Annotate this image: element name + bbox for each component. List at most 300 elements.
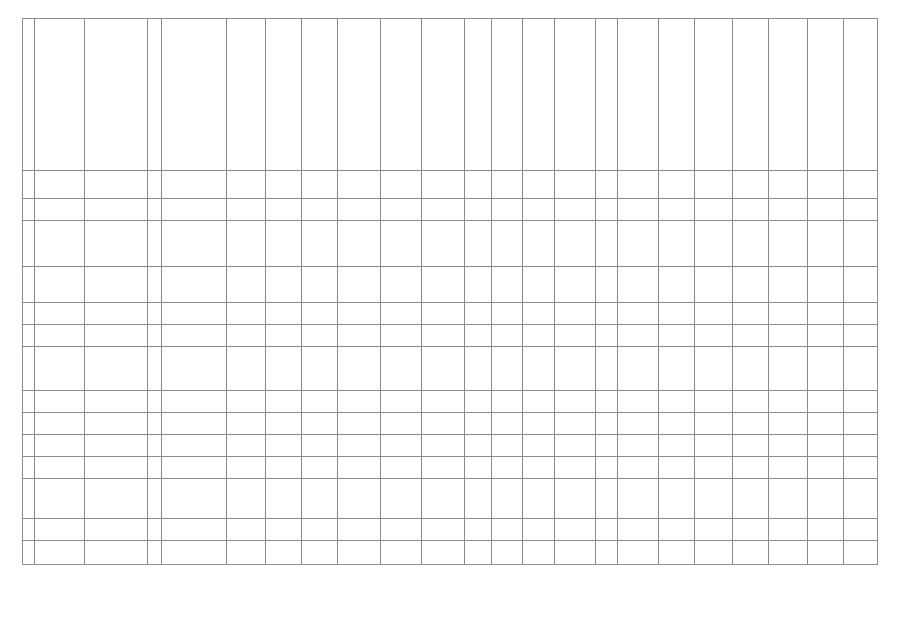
table-cell — [807, 221, 843, 267]
table-cell — [694, 221, 732, 267]
table-cell — [35, 267, 85, 303]
table-cell — [523, 435, 555, 457]
table-cell — [843, 413, 877, 435]
table-cell — [23, 19, 35, 171]
table-cell — [523, 347, 555, 391]
table-cell — [769, 541, 807, 565]
table-cell — [733, 413, 769, 435]
table-cell — [23, 171, 35, 199]
table-cell — [464, 303, 491, 325]
table-cell — [769, 347, 807, 391]
table-cell — [694, 519, 732, 541]
table-cell — [807, 325, 843, 347]
table-cell — [161, 479, 227, 519]
table-cell — [491, 541, 523, 565]
table-cell — [733, 435, 769, 457]
table-row — [23, 171, 878, 199]
table-cell — [338, 199, 381, 221]
table-cell — [618, 303, 659, 325]
table-cell — [23, 541, 35, 565]
table-cell — [23, 479, 35, 519]
table-cell — [464, 19, 491, 171]
table-cell — [338, 221, 381, 267]
table-cell — [85, 267, 148, 303]
table-cell — [595, 457, 618, 479]
table-cell — [523, 19, 555, 171]
table-cell — [380, 347, 421, 391]
data-table — [22, 18, 878, 565]
table-cell — [554, 199, 595, 221]
table-cell — [85, 199, 148, 221]
table-cell — [769, 325, 807, 347]
table-cell — [491, 199, 523, 221]
table-cell — [421, 391, 464, 413]
table-cell — [265, 19, 301, 171]
table-cell — [769, 199, 807, 221]
table-row — [23, 519, 878, 541]
table-cell — [554, 391, 595, 413]
table-cell — [694, 457, 732, 479]
table-cell — [227, 479, 265, 519]
table-cell — [618, 347, 659, 391]
table-cell — [148, 303, 162, 325]
table-cell — [523, 457, 555, 479]
table-cell — [843, 325, 877, 347]
table-cell — [523, 479, 555, 519]
table-cell — [464, 325, 491, 347]
table-cell — [595, 413, 618, 435]
table-cell — [769, 19, 807, 171]
table-cell — [338, 541, 381, 565]
table-cell — [658, 391, 694, 413]
table-cell — [227, 171, 265, 199]
table-cell — [807, 303, 843, 325]
table-cell — [658, 19, 694, 171]
table-cell — [265, 457, 301, 479]
table-cell — [618, 171, 659, 199]
table-cell — [85, 413, 148, 435]
table-row — [23, 267, 878, 303]
table-cell — [85, 479, 148, 519]
table-cell — [35, 221, 85, 267]
table-cell — [554, 347, 595, 391]
table-cell — [769, 221, 807, 267]
table-cell — [658, 267, 694, 303]
table-cell — [464, 391, 491, 413]
table-cell — [769, 171, 807, 199]
table-cell — [733, 519, 769, 541]
table-cell — [694, 435, 732, 457]
table-cell — [491, 479, 523, 519]
table-cell — [301, 391, 337, 413]
table-cell — [23, 435, 35, 457]
table-cell — [227, 347, 265, 391]
table-cell — [769, 267, 807, 303]
table-cell — [265, 221, 301, 267]
table-cell — [464, 267, 491, 303]
table-cell — [161, 519, 227, 541]
table-cell — [148, 519, 162, 541]
table-cell — [658, 221, 694, 267]
table-cell — [338, 457, 381, 479]
table-cell — [694, 171, 732, 199]
table-row — [23, 413, 878, 435]
table-cell — [843, 391, 877, 413]
table-cell — [464, 347, 491, 391]
table-cell — [380, 171, 421, 199]
table-cell — [227, 303, 265, 325]
table-cell — [35, 479, 85, 519]
table-cell — [491, 413, 523, 435]
table-cell — [464, 519, 491, 541]
table-cell — [554, 325, 595, 347]
table-cell — [843, 303, 877, 325]
table-cell — [148, 267, 162, 303]
table-cell — [380, 391, 421, 413]
table-cell — [148, 541, 162, 565]
table-cell — [523, 391, 555, 413]
table-cell — [491, 267, 523, 303]
table-cell — [380, 19, 421, 171]
table-cell — [148, 479, 162, 519]
table-cell — [421, 435, 464, 457]
table-cell — [23, 347, 35, 391]
table-cell — [265, 479, 301, 519]
table-cell — [421, 325, 464, 347]
table-cell — [85, 541, 148, 565]
table-cell — [301, 199, 337, 221]
table-cell — [807, 347, 843, 391]
table-cell — [421, 413, 464, 435]
table-cell — [595, 347, 618, 391]
table-cell — [265, 519, 301, 541]
table-cell — [618, 435, 659, 457]
table-cell — [301, 19, 337, 171]
table-cell — [85, 325, 148, 347]
table-cell — [35, 457, 85, 479]
table-cell — [380, 413, 421, 435]
table-cell — [338, 479, 381, 519]
table-cell — [658, 347, 694, 391]
table-cell — [35, 199, 85, 221]
table-cell — [338, 413, 381, 435]
table-cell — [161, 413, 227, 435]
table-cell — [523, 325, 555, 347]
table-cell — [843, 221, 877, 267]
table-cell — [85, 519, 148, 541]
table-row — [23, 391, 878, 413]
table-cell — [265, 541, 301, 565]
table-cell — [843, 457, 877, 479]
table-row — [23, 479, 878, 519]
table-cell — [464, 171, 491, 199]
table-row — [23, 303, 878, 325]
table-cell — [807, 519, 843, 541]
table-cell — [618, 267, 659, 303]
table-cell — [694, 413, 732, 435]
table-cell — [733, 457, 769, 479]
table-cell — [769, 479, 807, 519]
table-cell — [523, 519, 555, 541]
table-cell — [338, 347, 381, 391]
table-cell — [338, 171, 381, 199]
table-cell — [227, 519, 265, 541]
table-cell — [161, 267, 227, 303]
table-cell — [464, 413, 491, 435]
table-cell — [35, 391, 85, 413]
table-cell — [491, 171, 523, 199]
table-cell — [148, 199, 162, 221]
table-cell — [301, 171, 337, 199]
table-cell — [733, 267, 769, 303]
table-cell — [554, 267, 595, 303]
table-cell — [148, 347, 162, 391]
table-cell — [464, 541, 491, 565]
table-cell — [595, 391, 618, 413]
table-cell — [421, 479, 464, 519]
table-cell — [35, 303, 85, 325]
table-cell — [227, 267, 265, 303]
table-cell — [595, 199, 618, 221]
table-cell — [595, 519, 618, 541]
table-row — [23, 19, 878, 171]
table-cell — [23, 221, 35, 267]
table-cell — [265, 413, 301, 435]
table-cell — [554, 413, 595, 435]
table-cell — [491, 391, 523, 413]
table-cell — [148, 221, 162, 267]
table-cell — [338, 325, 381, 347]
table-cell — [85, 303, 148, 325]
table-cell — [421, 457, 464, 479]
table-cell — [265, 325, 301, 347]
table-cell — [554, 171, 595, 199]
table-cell — [658, 325, 694, 347]
table-cell — [464, 435, 491, 457]
table-cell — [161, 303, 227, 325]
table-cell — [338, 19, 381, 171]
table-cell — [148, 325, 162, 347]
table-cell — [618, 19, 659, 171]
table-cell — [618, 325, 659, 347]
table-cell — [148, 391, 162, 413]
table-cell — [161, 171, 227, 199]
table-cell — [161, 391, 227, 413]
table-cell — [733, 479, 769, 519]
table-cell — [35, 325, 85, 347]
table-cell — [694, 347, 732, 391]
table-cell — [733, 303, 769, 325]
table-cell — [618, 221, 659, 267]
table-cell — [807, 267, 843, 303]
table-cell — [618, 391, 659, 413]
table-cell — [491, 303, 523, 325]
table-cell — [265, 303, 301, 325]
table-cell — [23, 519, 35, 541]
table-cell — [491, 347, 523, 391]
table-cell — [595, 303, 618, 325]
table-cell — [491, 19, 523, 171]
table-cell — [23, 325, 35, 347]
table-cell — [694, 199, 732, 221]
table-cell — [421, 541, 464, 565]
table-cell — [265, 171, 301, 199]
table-cell — [464, 199, 491, 221]
table-cell — [421, 347, 464, 391]
table-cell — [301, 347, 337, 391]
table-cell — [227, 413, 265, 435]
table-cell — [523, 199, 555, 221]
table-cell — [807, 435, 843, 457]
table-cell — [595, 325, 618, 347]
table-cell — [35, 541, 85, 565]
table-row — [23, 457, 878, 479]
table-cell — [380, 435, 421, 457]
table-cell — [85, 171, 148, 199]
table-cell — [380, 541, 421, 565]
table-cell — [658, 171, 694, 199]
table-row — [23, 221, 878, 267]
table-cell — [733, 347, 769, 391]
table-cell — [843, 19, 877, 171]
table-cell — [618, 519, 659, 541]
table-row — [23, 541, 878, 565]
table-cell — [23, 303, 35, 325]
table-cell — [380, 199, 421, 221]
table-cell — [301, 435, 337, 457]
table-cell — [380, 479, 421, 519]
table-cell — [227, 221, 265, 267]
table-cell — [769, 519, 807, 541]
table-cell — [380, 519, 421, 541]
table-cell — [595, 171, 618, 199]
table-cell — [161, 325, 227, 347]
table-cell — [161, 347, 227, 391]
table-cell — [301, 267, 337, 303]
table-cell — [85, 391, 148, 413]
table-cell — [595, 267, 618, 303]
table-cell — [161, 19, 227, 171]
table-cell — [421, 171, 464, 199]
table-cell — [265, 199, 301, 221]
table-cell — [843, 519, 877, 541]
table-cell — [338, 303, 381, 325]
table-cell — [658, 413, 694, 435]
table-cell — [843, 347, 877, 391]
table-cell — [227, 19, 265, 171]
table-cell — [301, 541, 337, 565]
table-cell — [380, 221, 421, 267]
table-row — [23, 199, 878, 221]
table-cell — [595, 221, 618, 267]
table-cell — [843, 541, 877, 565]
table-cell — [694, 303, 732, 325]
table-cell — [694, 19, 732, 171]
table-cell — [618, 457, 659, 479]
table-row — [23, 347, 878, 391]
table-cell — [554, 19, 595, 171]
table-cell — [301, 413, 337, 435]
table-cell — [23, 413, 35, 435]
table-cell — [161, 221, 227, 267]
table-cell — [491, 221, 523, 267]
table-cell — [301, 519, 337, 541]
table-cell — [265, 391, 301, 413]
table-cell — [694, 325, 732, 347]
table-cell — [35, 435, 85, 457]
table-cell — [338, 435, 381, 457]
table-cell — [85, 19, 148, 171]
table-cell — [769, 413, 807, 435]
table-cell — [35, 519, 85, 541]
table-cell — [807, 479, 843, 519]
table-cell — [491, 325, 523, 347]
table-cell — [523, 221, 555, 267]
table-cell — [618, 479, 659, 519]
table-cell — [694, 391, 732, 413]
table-cell — [733, 221, 769, 267]
table-cell — [338, 519, 381, 541]
table-cell — [694, 541, 732, 565]
table-cell — [733, 199, 769, 221]
table-cell — [148, 171, 162, 199]
table-cell — [769, 391, 807, 413]
table-cell — [554, 519, 595, 541]
table-cell — [491, 435, 523, 457]
table-cell — [807, 199, 843, 221]
table-cell — [807, 541, 843, 565]
table-cell — [595, 479, 618, 519]
table-cell — [658, 519, 694, 541]
table-cell — [694, 479, 732, 519]
table-cell — [523, 303, 555, 325]
table-cell — [618, 413, 659, 435]
table-cell — [380, 457, 421, 479]
table-cell — [807, 457, 843, 479]
table-cell — [148, 457, 162, 479]
table-cell — [227, 457, 265, 479]
table-cell — [843, 199, 877, 221]
table-cell — [658, 435, 694, 457]
table-cell — [421, 519, 464, 541]
table-cell — [658, 541, 694, 565]
table-row — [23, 325, 878, 347]
table-cell — [161, 541, 227, 565]
table-cell — [733, 541, 769, 565]
table-cell — [227, 541, 265, 565]
table-cell — [523, 413, 555, 435]
table-cell — [769, 457, 807, 479]
table-cell — [595, 435, 618, 457]
table-cell — [35, 347, 85, 391]
table-cell — [843, 435, 877, 457]
table-cell — [421, 303, 464, 325]
table-cell — [769, 303, 807, 325]
table-cell — [733, 19, 769, 171]
table-cell — [807, 413, 843, 435]
table-cell — [554, 541, 595, 565]
table-cell — [161, 457, 227, 479]
table-cell — [807, 19, 843, 171]
table-cell — [464, 457, 491, 479]
table-cell — [148, 19, 162, 171]
table-cell — [807, 391, 843, 413]
table-cell — [523, 541, 555, 565]
table-cell — [554, 457, 595, 479]
table-cell — [464, 479, 491, 519]
table-cell — [421, 199, 464, 221]
table-cell — [265, 347, 301, 391]
